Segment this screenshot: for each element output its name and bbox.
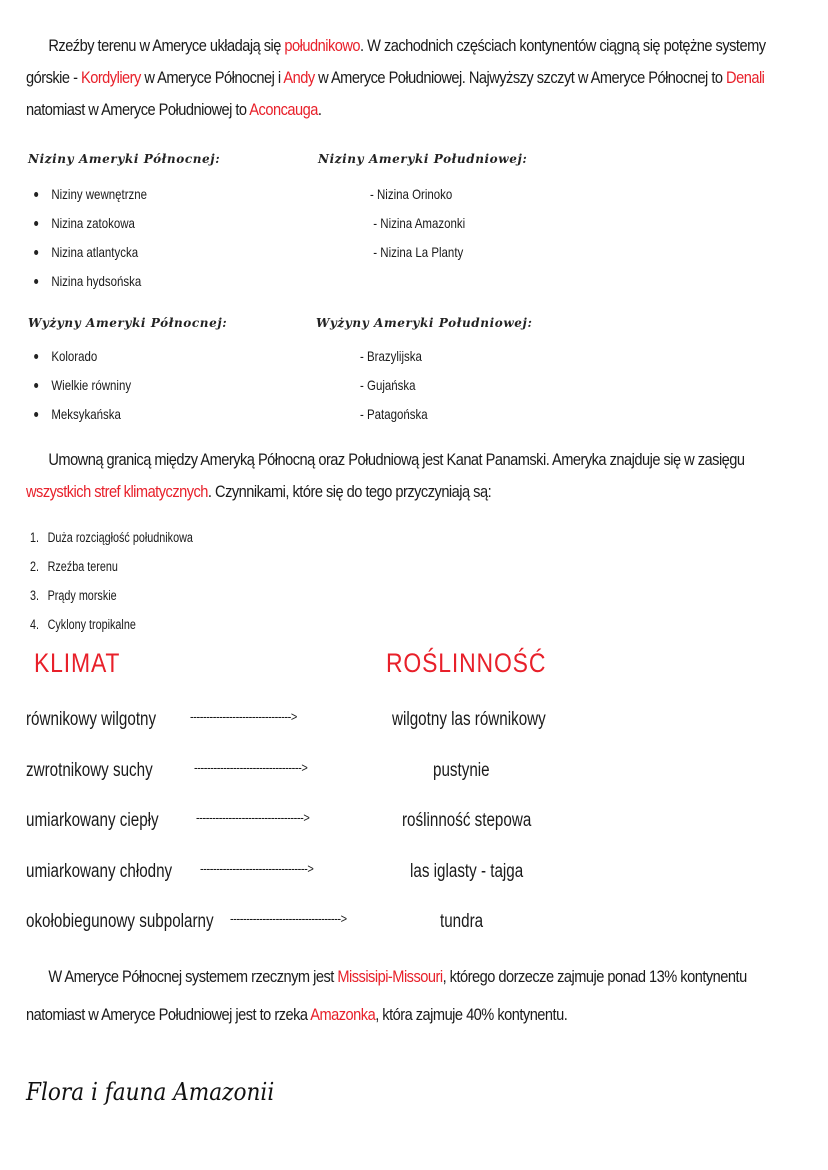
list-item	[30, 610, 193, 639]
arrow: --------------------------------->	[200, 861, 314, 876]
lowlands-north-title: Niziny Ameryki Północnej:	[28, 152, 221, 166]
rivers-paragraph	[26, 958, 796, 1034]
lowlands-north-list	[30, 180, 173, 296]
list-item: Wielkie równiny	[30, 371, 131, 400]
rivers-text: , którego dorzecze zajmuje ponad 13% kontynentu natomiast w Ameryce Południowej jest to rzeka	[26, 967, 747, 1024]
highlight-poludnikowo: południkowo	[284, 36, 361, 55]
highlight-andy: Andy	[283, 68, 315, 87]
list-item: Meksykańska	[30, 400, 131, 429]
table-row	[0, 756, 828, 796]
vegetation-cell: pustynie	[433, 760, 490, 781]
list-item	[30, 523, 193, 552]
climate-cell: równikowy wilgotny	[26, 709, 157, 730]
climate-cell: umiarkowany chłodny	[26, 861, 173, 882]
list-item: Kolorado	[30, 342, 131, 371]
highlight-amazonka: Amazonka	[310, 1005, 376, 1024]
intro-text: w Ameryce Południowej. Najwyższy szczyt w Ameryce Północnej to	[314, 68, 727, 87]
rivers-text: , która zajmuje 40% kontynentu.	[375, 1005, 568, 1024]
uplands-south-title: Wyżyny Ameryki Południowej:	[316, 316, 533, 330]
arrow: ---------------------------------->	[230, 911, 347, 926]
climate-cell: okołobiegunowy subpolarny	[26, 911, 214, 932]
list-item: - Nizina Orinoko	[370, 186, 453, 202]
list-text: Cyklony tropikalne	[47, 617, 136, 632]
intro-text: w Ameryce Północnej i	[140, 68, 284, 87]
vegetation-cell: tundra	[440, 911, 484, 932]
border-text: . Czynnikami, które się do tego przyczyniają są:	[207, 482, 492, 501]
list-number: 1.	[30, 530, 40, 545]
list-item: Nizina hydsońska	[30, 267, 147, 296]
highlight-missisipi-missouri: Missisipi-Missouri	[337, 967, 443, 986]
arrow: ------------------------------->	[190, 709, 297, 724]
intro-text: .	[317, 100, 322, 119]
rivers-text: W Ameryce Północnej systemem rzecznym jest	[48, 967, 338, 986]
list-item	[30, 581, 193, 610]
arrow: --------------------------------->	[196, 810, 310, 825]
list-number: 3.	[30, 588, 40, 603]
list-item: Nizina atlantycka	[30, 238, 147, 267]
climate-cell: umiarkowany ciepły	[26, 810, 159, 831]
lowlands-south-title: Niziny Ameryki Południowej:	[318, 152, 528, 166]
table-row	[0, 806, 828, 846]
border-text: Umowną granicą między Ameryką Północną oraz Południową jest Kanat Panamski. Ameryka znajduje się w zasięgu	[48, 450, 745, 469]
intro-text: Rzeźby terenu w Ameryce układają się	[48, 36, 285, 55]
highlight-kordyliery: Kordyliery	[80, 68, 141, 87]
intro-paragraph	[26, 30, 796, 126]
list-number: 2.	[30, 559, 40, 574]
lowlands-south-list	[370, 180, 486, 267]
uplands-north-title: Wyżyny Ameryki Północnej:	[28, 316, 228, 330]
list-number: 4.	[30, 617, 40, 632]
uplands-north-list	[30, 342, 153, 429]
highlight-denali: Denali	[726, 68, 765, 87]
table-row	[0, 907, 828, 947]
highlight-climate-zones: wszystkich stref klimatycznych	[26, 482, 208, 501]
climate-cell: zwrotnikowy suchy	[26, 760, 153, 781]
factors-list	[30, 523, 234, 639]
list-item: - Patagońska	[360, 406, 428, 422]
vegetation-cell: wilgotny las równikowy	[392, 709, 546, 730]
list-item: Niziny wewnętrzne	[30, 180, 147, 209]
list-item: - Nizina Amazonki	[373, 215, 466, 231]
list-item: - Nizina La Planty	[373, 244, 464, 260]
uplands-south-list	[360, 342, 443, 429]
intro-text: . W zachodnich częściach kontynentów ciągną się potężne systemy górskie -	[26, 36, 766, 87]
border-paragraph	[26, 444, 796, 508]
list-item	[30, 552, 193, 581]
vegetation-cell: las iglasty - tajga	[410, 861, 524, 882]
vegetation-heading: ROŚLINNOŚĆ	[386, 648, 547, 678]
table-row	[0, 857, 828, 897]
list-text: Prądy morskie	[47, 588, 117, 603]
vegetation-cell: roślinność stepowa	[402, 810, 532, 831]
list-text: Duża rozciągłość południkowa	[47, 530, 193, 545]
flora-fauna-heading: Flora i fauna Amazonii	[26, 1078, 275, 1106]
list-item: - Gujańska	[360, 377, 416, 393]
list-item: - Brazylijska	[360, 348, 422, 364]
climate-heading: KLIMAT	[34, 648, 121, 678]
intro-text: natomiast w Ameryce Południowej to	[26, 100, 250, 119]
highlight-aconcauga: Aconcauga	[249, 100, 318, 119]
arrow: --------------------------------->	[194, 760, 308, 775]
list-item: Nizina zatokowa	[30, 209, 147, 238]
table-row	[0, 705, 828, 745]
list-text: Rzeźba terenu	[47, 559, 118, 574]
